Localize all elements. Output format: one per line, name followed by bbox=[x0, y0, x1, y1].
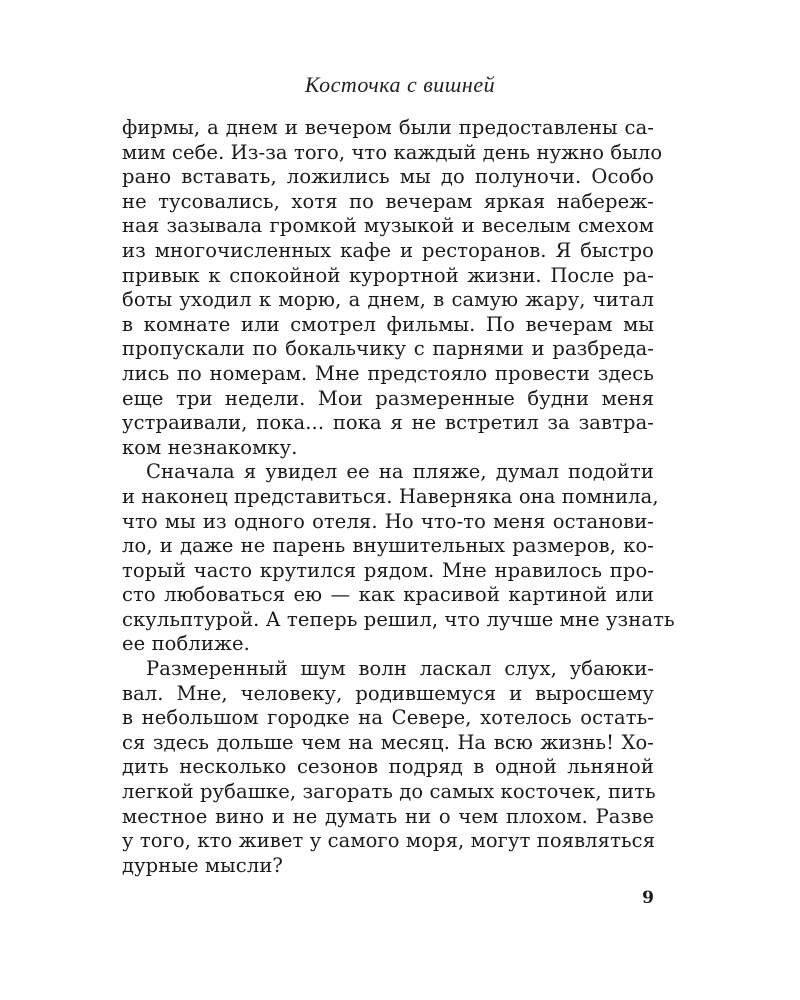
page-number: 9 bbox=[642, 888, 654, 908]
text-line: не тусовались, хотя по вечерам яркая набереж- bbox=[122, 189, 654, 213]
text-line: ком незнакомку. bbox=[122, 435, 298, 459]
text-line: дурные мысли? bbox=[122, 853, 283, 877]
text-line: сто любоваться ею — как красивой картиной или bbox=[122, 583, 654, 607]
text-line: и наконец представиться. Наверняка она помнила, bbox=[122, 484, 659, 508]
text-line: что мы из одного отеля. Но что-то меня останови- bbox=[122, 509, 654, 533]
text-line: еще три недели. Мои размеренные будни меня bbox=[122, 386, 654, 410]
text-line: привык к спокойной курортной жизни. После ра- bbox=[122, 263, 654, 287]
text-line: боты уходил к морю, а днем, в самую жару, читал bbox=[122, 288, 654, 312]
text-line: торый часто крутился рядом. Мне нравилось про- bbox=[122, 558, 654, 582]
text-line: ся здесь дольше чем на месяц. На всю жизнь! Хо- bbox=[122, 730, 654, 754]
text-line: Сначала я увидел ее на пляже, думал подойти bbox=[146, 460, 654, 484]
text-line: вал. Мне, человеку, родившемуся и выросшему bbox=[122, 681, 654, 705]
text-line: местное вино и не думать ни о чем плохом. Разве bbox=[122, 804, 654, 828]
text-line: Размеренный шум волн ласкал слух, убаюки- bbox=[146, 657, 654, 681]
text-line: в комнате или смотрел фильмы. По вечерам мы bbox=[122, 312, 654, 336]
text-line: лись по номерам. Мне предстояло провести здесь bbox=[122, 361, 654, 385]
text-line: пропускали по бокальчику с парнями и разбреда- bbox=[122, 337, 654, 361]
body-text bbox=[122, 116, 675, 878]
text-line: из многочисленных кафе и ресторанов. Я быстро bbox=[122, 238, 654, 262]
text-line: дить несколько сезонов подряд в одной льняной bbox=[122, 755, 654, 779]
text-line: рано вставать, ложились мы до полуночи. Особо bbox=[122, 165, 654, 189]
text-line: ло, и даже не парень внушительных размеров, ко- bbox=[122, 534, 654, 558]
text-line: ная зазывала громкой музыкой и веселым смехом bbox=[122, 214, 654, 238]
text-line: у того, кто живет у самого моря, могут появляться bbox=[122, 829, 656, 853]
text-line: легкой рубашке, загорать до самых косточек, пить bbox=[122, 780, 656, 804]
text-line: мим себе. Из-за того, что каждый день нужно было bbox=[122, 140, 663, 164]
text-line: скульптурой. А теперь решил, что лучше мне узнать bbox=[122, 607, 675, 631]
text-line: ее поближе. bbox=[122, 632, 250, 656]
text-line: устраивали, пока... пока я не встретил за завтра- bbox=[122, 411, 654, 435]
running-head: Косточка с вишней bbox=[304, 72, 496, 97]
text-line: в небольшом городке на Севере, хотелось остать- bbox=[122, 706, 654, 730]
text-line: фирмы, а днем и вечером были предоставлены са- bbox=[122, 116, 654, 139]
